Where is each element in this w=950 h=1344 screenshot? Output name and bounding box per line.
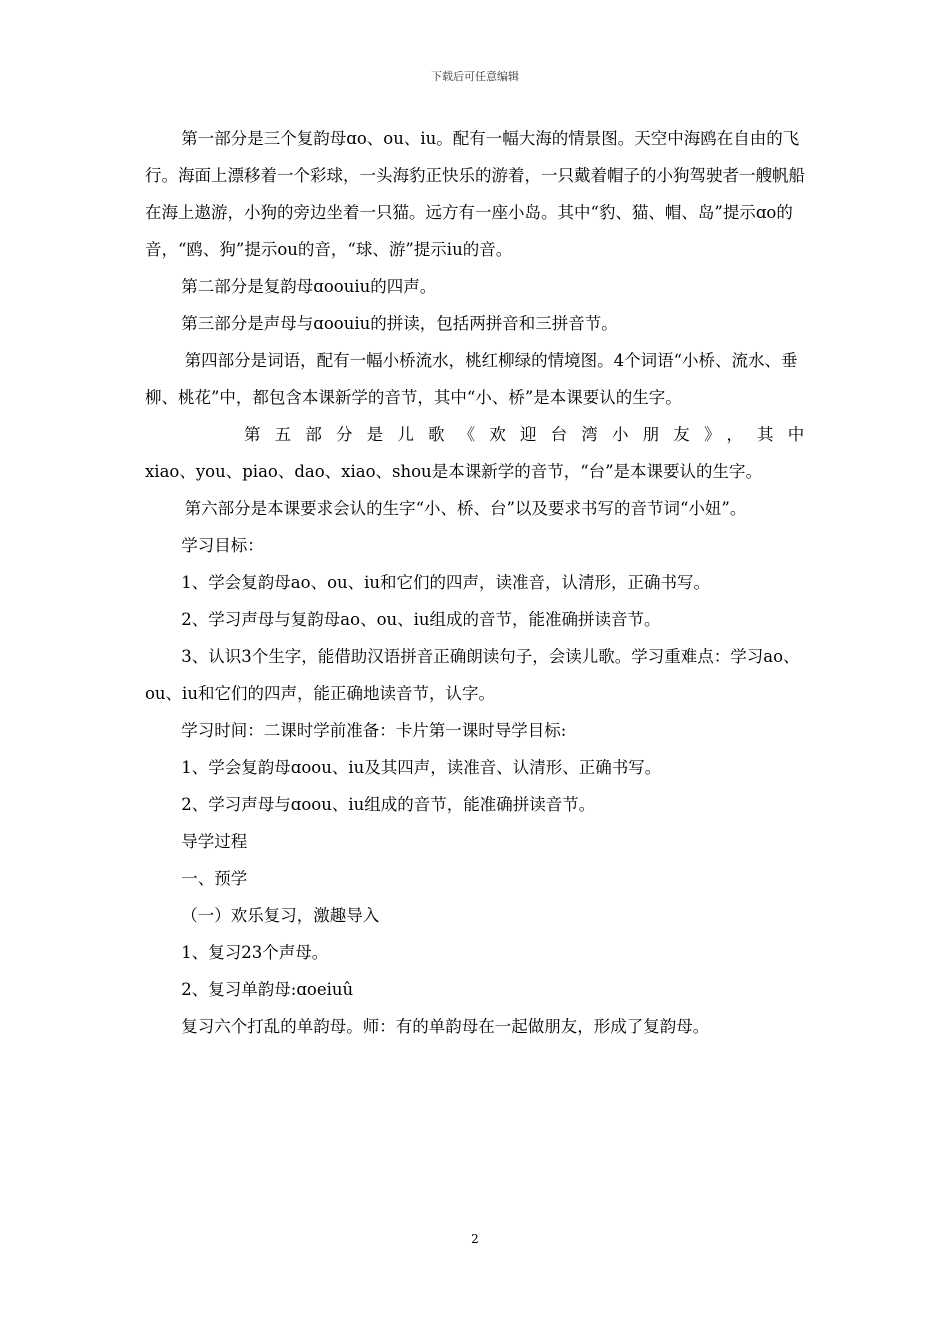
review-heading: （一）欢乐复习，激趣导入 [181,906,380,925]
learning-goal-3: 3、认识3个生字，能借助汉语拼音正确朗读句子，会读儿歌。学习重难点：学习ao、ou、iu和它们的四声，能正确地读音节，认字。 [145,647,800,703]
paragraph-part-five-intro: 第五部分是儿歌《欢迎台湾小朋友》，其中 [244,425,810,444]
review-item-2: 2、复习单韵母:ɑoeiuû [181,980,354,999]
paragraph-part-three: 第三部分是声母与ɑoouiu的拼读，包括两拼音和三拼音节。 [181,314,618,333]
learning-time: 学习时间：二课时学前准备：卡片第一课时导学目标: [181,721,567,740]
learning-goal-2: 2、学习声母与复韵母ao、ou、iu组成的音节，能准确拼读音节。 [181,610,661,629]
document-body [145,120,810,1045]
paragraph-part-four: 第四部分是词语，配有一幅小桥流水，桃红柳绿的情境图。4个词语“小桥、流水、垂柳、桃花”中，都包含本课新学的音节，其中“小、桥”是本课要认的生字。 [145,351,798,407]
paragraph-part-five-body: xiao、you、piao、dao、xiao、shou是本课新学的音节，“台”是本课要认的生字。 [145,462,763,481]
paragraph-part-six: 第六部分是本课要求会认的生字“小、桥、台”以及要求书写的音节词“小妞”。 [184,499,747,518]
review-note: 复习六个打乱的单韵母。师：有的单韵母在一起做朋友，形成了复韵母。 [181,1017,710,1036]
learning-goal-1: 1、学会复韵母ao、ou、iu和它们的四声，读准音，认清形，正确书写。 [181,573,711,592]
paragraph-part-one: 第一部分是三个复韵母ɑo、ou、iu。配有一幅大海的情景图。天空中海鸥在自由的飞行。海面上漂移着一个彩球，一头海豹正快乐的游着，一只戴着帽子的小狗驾驶者一艘帆船在海上遨游，小狗的旁边坐着一只猫。远方有一座小岛。其中“豹、猫、帽、岛”提示ɑo的音，“鸥、狗”提示ou的音，“球、游”提示iu的音。 [145,129,805,259]
review-item-1: 1、复习23个声母。 [181,943,329,962]
guide-process-heading: 导学过程 [181,832,248,851]
guide-goal-2: 2、学习声母与ɑoou、iu组成的音节，能准确拼读音节。 [181,795,596,814]
page-number: 2 [471,1232,479,1246]
header-note: 下载后可任意编辑 [431,70,519,83]
paragraph-part-two: 第二部分是复韵母ɑoouiu的四声。 [181,277,437,296]
learning-goals-heading: 学习目标： [181,536,264,555]
guide-goal-1: 1、学会复韵母ɑoou、iu及其四声，读准音、认清形、正确书写。 [181,758,662,777]
preview-heading: 一、预学 [181,869,248,888]
